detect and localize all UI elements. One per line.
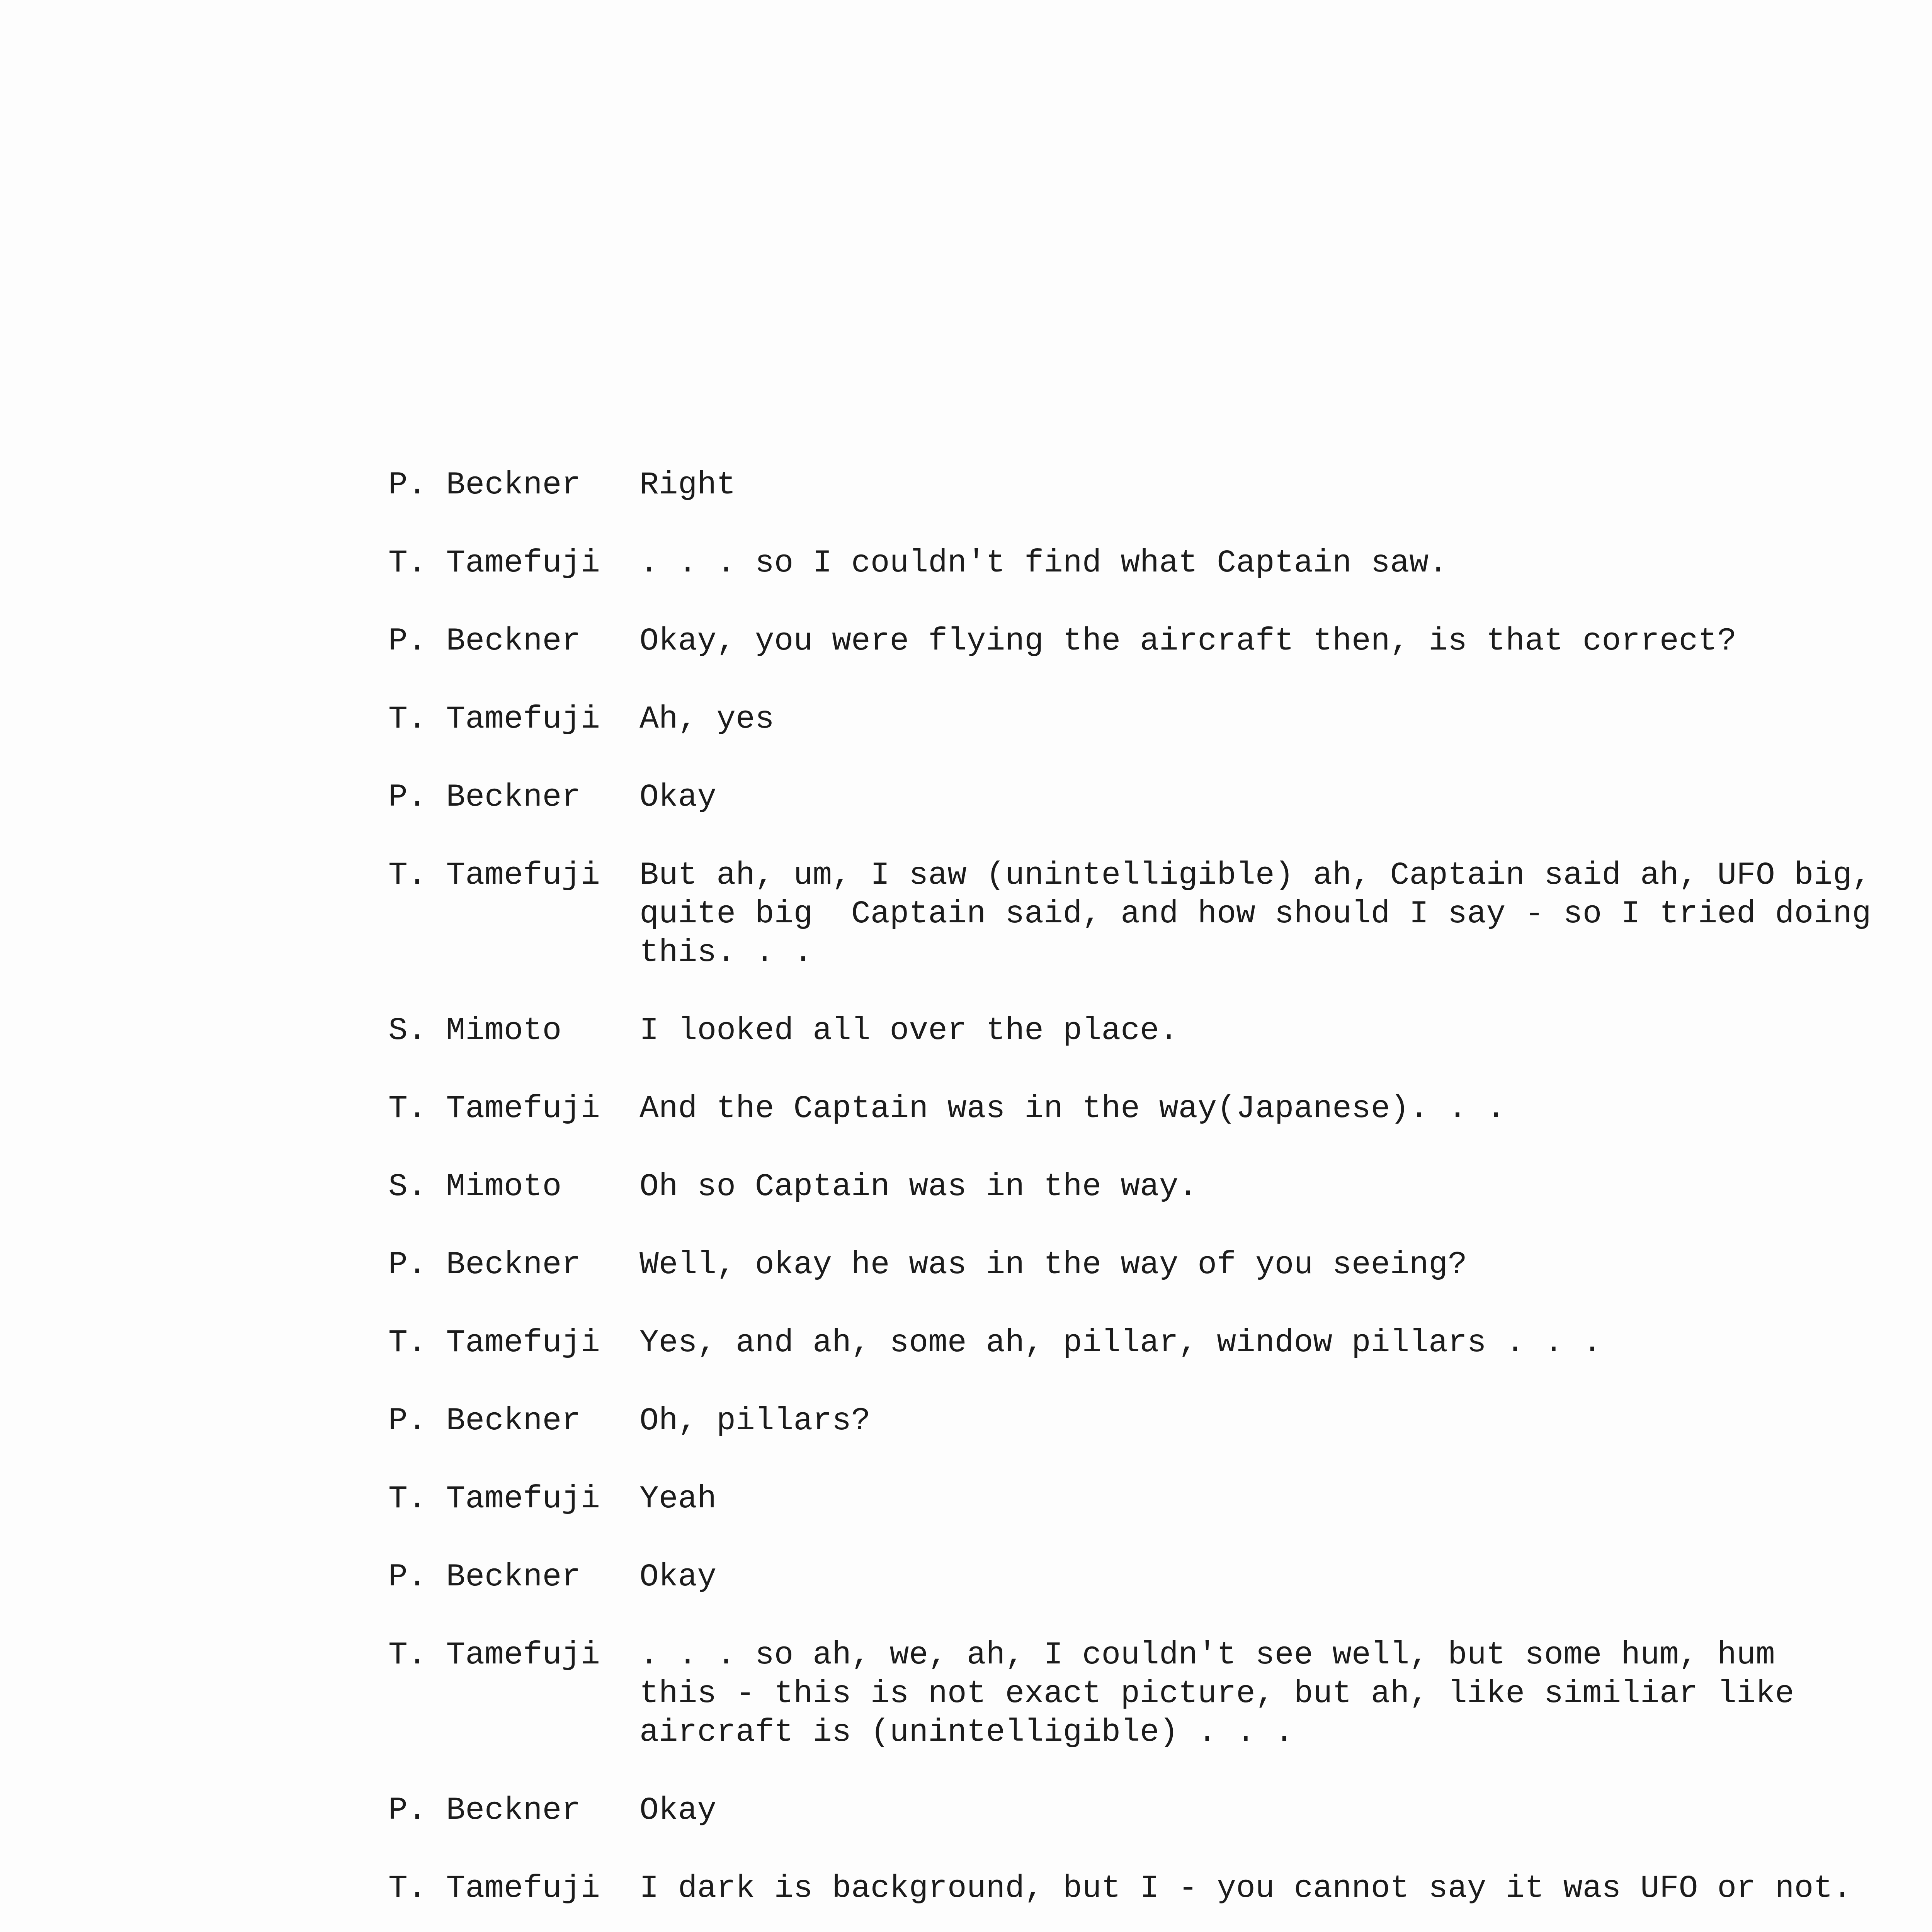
- transcript-entry: [388, 622, 1932, 660]
- speaker-name: S. Mimoto: [388, 1012, 562, 1049]
- transcript-entry: [388, 1011, 1932, 1050]
- transcript-entry: [388, 1636, 1932, 1752]
- utterance-text: Oh so Captain was in the way.: [639, 1168, 1198, 1205]
- transcript-entry: [388, 1089, 1932, 1128]
- transcript-entry: [388, 1480, 1932, 1518]
- speaker-name: T. Tamefuji: [388, 1325, 600, 1361]
- speaker-name: T. Tamefuji: [388, 1481, 600, 1517]
- transcript-entry: [388, 1167, 1932, 1206]
- transcript-entry: [388, 856, 1932, 972]
- utterance-text: Okay: [639, 779, 717, 815]
- utterance-text: Well, okay he was in the way of you seeing?: [639, 1247, 1467, 1283]
- utterance-text: . . . so ah, we, ah, I couldn't see well, but some hum, hum this - this is not exact picture, but ah, like similiar like aircraft is (unintelligible) . . .: [639, 1637, 1794, 1750]
- utterance-text: I looked all over the place.: [639, 1012, 1179, 1049]
- utterance-text: . . . so I couldn't find what Captain saw.: [639, 545, 1448, 581]
- utterance-text: Okay: [639, 1559, 717, 1595]
- speaker-name: T. Tamefuji: [388, 1637, 600, 1673]
- utterance-text: Okay, you were flying the aircraft then, is that correct?: [639, 623, 1737, 659]
- utterance-text: Right: [639, 467, 736, 503]
- transcript: [388, 466, 1932, 1932]
- transcript-entry: [388, 1245, 1932, 1284]
- transcript-entry: [388, 544, 1932, 582]
- speaker-name: P. Beckner: [388, 1559, 581, 1595]
- transcript-entry: [388, 1323, 1932, 1362]
- utterance-text: Oh, pillars?: [639, 1403, 871, 1439]
- utterance-text: Ah, yes: [639, 701, 774, 737]
- utterance-text: But ah, um, I saw (unintelligible) ah, Captain said ah, UFO big, quite big Captain said, and how should I say - so I tried doing this. . .: [639, 857, 1871, 971]
- speaker-name: P. Beckner: [388, 467, 581, 503]
- utterance-text: I dark is background, but I - you cannot say it was UFO or not.: [639, 1870, 1852, 1906]
- speaker-name: T. Tamefuji: [388, 1090, 600, 1127]
- utterance-text: Yeah: [639, 1481, 717, 1517]
- transcript-entry: [388, 1869, 1932, 1908]
- utterance-text: Okay: [639, 1792, 717, 1828]
- transcript-entry: [388, 700, 1932, 738]
- speaker-name: S. Mimoto: [388, 1168, 562, 1205]
- utterance-text: Yes, and ah, some ah, pillar, window pillars . . .: [639, 1325, 1602, 1361]
- transcript-entry: [388, 1558, 1932, 1596]
- speaker-name: P. Beckner: [388, 1247, 581, 1283]
- utterance-text: And the Captain was in the way(Japanese). . .: [639, 1090, 1506, 1127]
- speaker-name: P. Beckner: [388, 623, 581, 659]
- speaker-name: P. Beckner: [388, 779, 581, 815]
- speaker-name: P. Beckner: [388, 1403, 581, 1439]
- speaker-name: T. Tamefuji: [388, 545, 600, 581]
- speaker-name: P. Beckner: [388, 1792, 581, 1828]
- transcript-entry: [388, 466, 1932, 504]
- speaker-name: T. Tamefuji: [388, 701, 600, 737]
- speaker-name: T. Tamefuji: [388, 1870, 600, 1906]
- transcript-entry: [388, 778, 1932, 816]
- transcript-entry: [388, 1791, 1932, 1830]
- transcript-entry: [388, 1401, 1932, 1440]
- speaker-name: T. Tamefuji: [388, 857, 600, 893]
